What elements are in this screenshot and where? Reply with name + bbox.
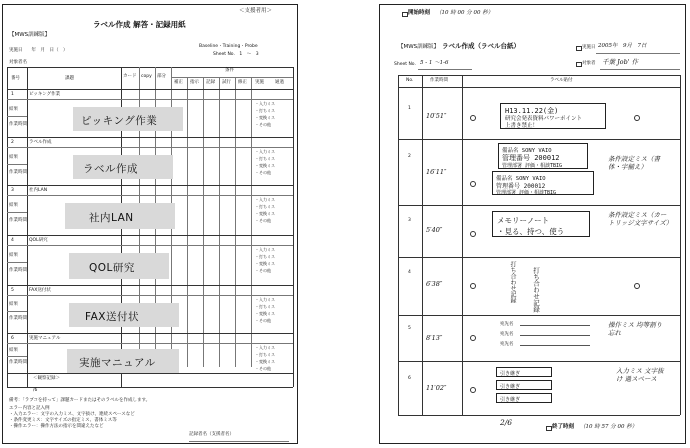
result-label: 結果	[9, 302, 18, 307]
error-option: ・入力ミス	[255, 345, 275, 350]
sticker-line: 備品名 SONY VAIO	[496, 176, 546, 182]
error-option: ・変換ミス	[255, 211, 275, 216]
check-circle	[470, 181, 476, 187]
address-line: 宛先名	[500, 342, 514, 347]
task-sub-border	[7, 245, 293, 246]
sticker-line: ・見る、持つ、使う	[497, 227, 565, 236]
sticker-line: 管理番号 200012	[502, 154, 560, 162]
row-separator	[398, 205, 680, 206]
sticker-label	[498, 143, 588, 169]
row-no: 2	[408, 154, 411, 159]
error-option: ・その他	[255, 268, 271, 273]
row-time: 5′40″	[426, 226, 443, 234]
result-time-border	[7, 311, 27, 312]
address-underline	[520, 325, 590, 326]
task-sub-border	[7, 195, 293, 196]
table-right-border	[293, 67, 294, 387]
sticker-line: 上書き禁止！	[505, 123, 539, 129]
answer-record-sheet	[2, 4, 298, 444]
row-time: 11′02″	[426, 384, 447, 392]
table-left-border	[398, 75, 399, 415]
subject-label: 対象者	[582, 61, 596, 66]
task-name: ピッキング作業	[29, 92, 61, 97]
header-partial: 部分	[157, 74, 166, 79]
page-fraction: 2/6	[500, 418, 513, 427]
sheet-value: 5 - 1 ～1-6	[420, 60, 449, 66]
error-option: ・その他	[255, 218, 271, 223]
time-label: 作業時間	[9, 268, 27, 273]
error-option: ・打ちミス	[255, 156, 275, 161]
sticker-line: 管理部署 評価・相談TBIG	[502, 163, 563, 169]
sticker-label	[492, 211, 590, 237]
task-label-text: 社内LAN	[89, 212, 134, 224]
subheader-7: 通過	[275, 80, 284, 85]
row-separator	[398, 257, 680, 258]
task-no: 4	[11, 238, 14, 243]
result-time-border	[7, 262, 27, 263]
task-label-text: ピッキング作業	[81, 115, 158, 127]
sticker-line: メモリーノート	[497, 216, 550, 225]
error-option: ・その他	[255, 366, 271, 371]
check-circle	[470, 231, 476, 237]
task-no: 1	[11, 92, 14, 97]
time-label: 作業時間	[9, 316, 27, 321]
header-time: 作業時間	[430, 78, 448, 83]
time-label: 作業時間	[9, 170, 27, 175]
task-label-text: ラベル作成	[83, 163, 138, 175]
supporter-use-note: ＜支援者用＞	[239, 8, 273, 14]
task-no: 3	[11, 188, 14, 193]
task-separator	[7, 185, 293, 186]
error-option: ・打ちミス	[255, 254, 275, 259]
table-right-border	[680, 75, 681, 415]
task-label-text: 実施マニュアル	[79, 357, 156, 369]
address-line: 宛先名	[500, 332, 514, 337]
start-time-label: 開始時刻	[408, 10, 431, 16]
task-sub-border	[7, 99, 293, 100]
col-divider-no	[422, 75, 423, 415]
subheader-2: 指示	[190, 80, 199, 85]
sticker-label	[500, 103, 606, 129]
error-option: ・その他	[255, 318, 271, 323]
header-task: 課題	[65, 76, 74, 81]
page-title: ラベル作成（ラベル台紙）	[442, 42, 520, 50]
table-left-border	[7, 67, 8, 387]
sticker-label	[496, 367, 552, 377]
sheet-label: Sheet No.	[394, 62, 416, 67]
row-no: 1	[408, 106, 411, 111]
mws-badge: 【MWS訓練版】	[9, 32, 51, 38]
sticker-line: 管理部署 評価・相談TBIG	[496, 190, 557, 196]
result-time-border	[7, 164, 27, 165]
row-separator	[398, 361, 680, 362]
task-label-text: QOL研究	[89, 262, 135, 274]
task-name: 社内LAN	[29, 188, 48, 193]
header-no: 番号	[11, 76, 20, 81]
task-no: 2	[11, 140, 14, 145]
error-option: ・打ちミス	[255, 108, 275, 113]
check-circle	[470, 387, 476, 393]
sticker-line: H13.11.22(金)	[505, 107, 559, 115]
task-sub-border	[7, 295, 293, 296]
note-line: ・操作エラー：操作方法の指示を間違えたなど	[9, 424, 104, 429]
error-option: ・打ちミス	[255, 352, 275, 357]
sticker-line: 管理番号 200012	[496, 183, 546, 190]
col-divider-c3	[219, 77, 220, 367]
check-circle	[470, 115, 476, 121]
col-divider-c5	[251, 77, 252, 367]
meta-subject: 対象者名	[9, 60, 27, 65]
task-sub-border	[7, 343, 293, 344]
sticker-line: 引き継ぎ	[500, 397, 521, 403]
page-title: ラベル作成 解答・記録用紙	[93, 20, 186, 29]
subject-value: 千葉 Job' 作	[602, 58, 639, 66]
vertical-label: 打ち合わせ記録	[532, 267, 540, 313]
observation-record-label: ＜観察記録＞	[33, 376, 60, 381]
row-no: 5	[408, 326, 411, 331]
date-value: 2005年 9月 7日	[598, 43, 647, 49]
check-circle	[634, 115, 640, 121]
sticker-line: 研究会発表資料パワーポイント	[505, 116, 583, 122]
error-option: ・打ちミス	[255, 304, 275, 309]
error-option: ・変換ミス	[255, 115, 275, 120]
row-time: 8′13″	[426, 334, 443, 342]
result-time-border	[7, 116, 27, 117]
row-separator	[398, 139, 680, 140]
task-separator	[7, 235, 293, 236]
condition-subheader-border	[171, 77, 293, 78]
error-option: ・変換ミス	[255, 359, 275, 364]
table-top-border	[398, 75, 680, 76]
row-time: 16′11″	[426, 168, 447, 176]
error-option: ・入力ミス	[255, 197, 275, 202]
end-time-label: 終了時刻	[552, 424, 575, 430]
task-name: FAX送付状	[29, 288, 51, 293]
row-no: 3	[408, 218, 411, 223]
row-note: 操作ミス 均等割り忘れ	[608, 321, 663, 337]
task-no: 5	[11, 288, 14, 293]
task-separator	[7, 89, 293, 90]
note-line: ・入力エラー：文字の入力ミス、文字抜け、連続スペースなど	[9, 412, 135, 417]
error-option: ・変換ミス	[255, 261, 275, 266]
start-time-value: （10 時 00 分 00 秒）	[436, 10, 494, 16]
sticker-line: 備品名 SONY VAIO	[502, 148, 552, 154]
task-no: 6	[11, 336, 14, 341]
result-label: 結果	[9, 155, 18, 160]
sticker-label	[496, 393, 552, 403]
header-copy: copy	[141, 74, 152, 79]
header-card: カード	[123, 74, 137, 79]
task-label-text: FAX送付状	[85, 311, 139, 323]
result-label: 結果	[9, 203, 18, 208]
task-name: 実施マニュアル	[29, 336, 61, 341]
error-option: ・入力ミス	[255, 149, 275, 154]
error-option: ・その他	[255, 170, 271, 175]
row-note: 条件設定ミス（書体・字揃え）	[608, 155, 660, 171]
address-underline	[520, 345, 590, 346]
check-circle	[634, 283, 640, 289]
header-condition: 条件	[225, 68, 234, 73]
score-ratio: /6	[33, 388, 38, 393]
subject-underline	[600, 69, 680, 70]
address-underline	[520, 335, 590, 336]
table-bottom-border	[398, 415, 680, 416]
table-top-border	[7, 67, 293, 68]
recorder-underline	[189, 441, 289, 442]
label-mount-sheet	[379, 4, 686, 444]
sheet-underline	[418, 69, 472, 70]
col-divider-no	[27, 67, 28, 387]
notes-header: 備考：「ラブコを持って」課題カードまたはそのラベルを作成します。	[9, 398, 151, 403]
footer-border	[7, 373, 293, 374]
error-option: ・入力ミス	[255, 101, 275, 106]
error-option: ・変換ミス	[255, 163, 275, 168]
col-divider-time	[462, 75, 463, 415]
meta-baseline: Baseline・Training・Probe	[199, 44, 258, 49]
meta-sheet: Sheet No. 1 ～ 3	[213, 52, 259, 57]
recorder-name: 記録者名（支援者名）	[189, 432, 234, 437]
subheader-6: 実施	[255, 80, 264, 85]
result-label: 結果	[9, 348, 18, 353]
sticker-label	[492, 171, 594, 195]
task-name: ラベル作成	[29, 140, 52, 145]
header-label: ラベル貼付	[550, 78, 573, 83]
row-separator	[398, 315, 680, 316]
sticker-label	[496, 380, 552, 390]
error-option: ・変換ミス	[255, 311, 275, 316]
subheader-1: 補正	[174, 80, 183, 85]
task-sub-border	[7, 147, 293, 148]
col-divider-c2	[203, 77, 204, 367]
row-time: 10′51″	[426, 112, 447, 120]
col-divider-c1	[187, 77, 188, 367]
mws-badge: 【MWS訓練版】	[398, 44, 440, 50]
task-separator	[7, 285, 293, 286]
meta-date: 実施日 年 月 日（ ）	[9, 48, 68, 53]
row-no: 6	[408, 376, 411, 381]
result-label: 結果	[9, 107, 18, 112]
vertical-label: 打ち合わせ記録	[509, 261, 516, 303]
subheader-4: 試行	[222, 80, 231, 85]
error-option: ・入力ミス	[255, 297, 275, 302]
result-time-border	[7, 356, 27, 357]
time-label: 作業時間	[9, 360, 27, 365]
task-separator	[7, 137, 293, 138]
row-note: 入力ミス 文字抜け 過スペース	[616, 367, 664, 383]
table-bottom-border	[7, 387, 293, 388]
task-name: QOL研究	[29, 238, 48, 243]
address-line: 宛先名	[500, 322, 514, 327]
row-note: 条件設定ミス（カートリッジ文字サイズ）	[608, 211, 673, 227]
result-time-border	[7, 212, 27, 213]
time-label: 作業時間	[9, 218, 27, 223]
table-header-border	[398, 87, 680, 88]
check-circle	[470, 283, 476, 289]
subheader-5: 修正	[238, 80, 247, 85]
error-option: ・入力ミス	[255, 247, 275, 252]
col-divider-c4	[235, 77, 236, 367]
header-no: No.	[406, 78, 414, 83]
result-label: 結果	[9, 253, 18, 258]
row-time: 6′38″	[426, 280, 443, 288]
end-time-value: （10 時 57 分 00 秒）	[580, 424, 638, 430]
check-circle	[470, 335, 476, 341]
error-option: ・打ちミス	[255, 204, 275, 209]
error-option: ・その他	[255, 122, 271, 127]
date-label: 実施日	[582, 45, 596, 50]
subheader-3: 記録	[206, 80, 215, 85]
date-underline	[596, 53, 680, 54]
sticker-line: 引き継ぎ	[500, 371, 521, 377]
task-separator	[7, 333, 293, 334]
note-line: ・条件変更ミス：文字サイズの指定ミス、書体ミス等	[9, 418, 117, 423]
sticker-line: 引き継ぎ	[500, 384, 521, 390]
note-line: エラー内容と記入例	[9, 406, 50, 411]
time-label: 作業時間	[9, 122, 27, 127]
row-no: 4	[408, 270, 411, 275]
